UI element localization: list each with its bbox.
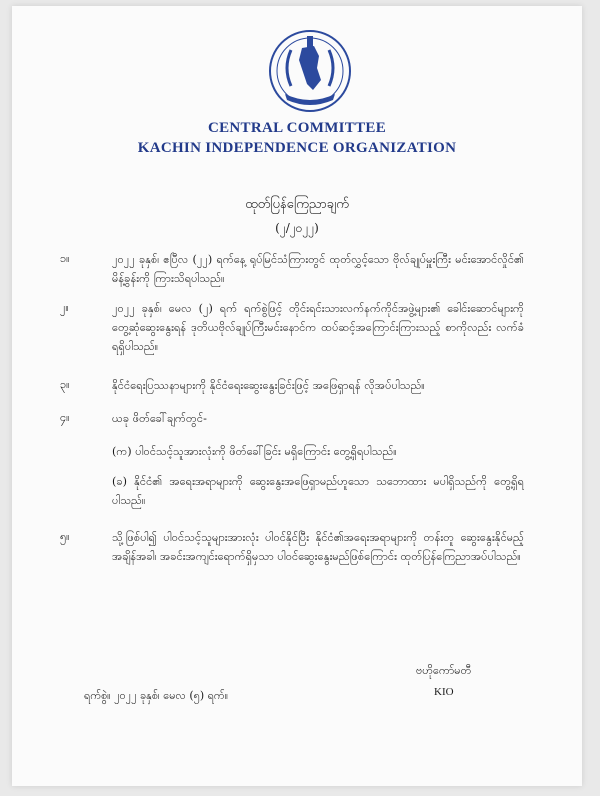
org-line-central-committee: CENTRAL COMMITTEE (207, 120, 387, 136)
paragraph-text: သို့ဖြစ်ပါ၍ ပါဝင်သင့်သူများအားလုံး ပါဝင်နိုင်ပြီး နိုင်ငံ၏အရေးအရာများကို တန်းတူ ဆွေးနွေးနိုင်မည့် အချိန်အခါ၊ အခင်းအကျင်းရောက်ရှိမှသာ ပါဝင်ဆွေးနွေးမည်ဖြစ်ကြောင်း ထုတ်ပြန်ကြေညာအပ်ပါသည်။ (112, 531, 524, 563)
paragraph-number: ၅။ (60, 530, 70, 543)
paragraph-number: ၄။ (60, 411, 70, 424)
org-line-kio-name: KACHIN INDEPENDENCE ORGANIZATION (137, 140, 457, 156)
paragraph-number: ၁။ (60, 252, 70, 265)
signatory-title: ဗဟိုကော်မတီ (416, 664, 472, 677)
paragraph-text: ၂၀၂၂ ခုနှစ်၊ မေလ (၂) ရက် ရက်စွဲဖြင့် တိုင်းရင်းသားလက်နက်ကိုင်အဖွဲ့များ၏ ခေါင်းဆောင်များကို တွေ့ဆုံဆွေးနွေးရန် ဒုတိယဗိုလ်ချုပ်ကြီးမင်းနောင်က ထပ်ဆင့်အကြောင်းကြားသည့် စာကိုလည်း လက်ခံရရှိပါသည်။ (112, 302, 524, 353)
statement-date: ရက်စွဲ။ ၂၀၂၂ ခုနှစ်၊ မေလ (၅) ရက်။ (84, 689, 229, 702)
paragraph-number: ၃။ (60, 378, 70, 391)
paragraph-text: နိုင်ငံရေးပြဿနာများကို နိုင်ငံရေးဆွေးနွေးခြင်းဖြင့် အဖြေရှာရန် လိုအပ်ပါသည်။ (112, 379, 425, 392)
sub-item-ka: (က) ပါဝင်သင့်သူအားလုံးကို ဖိတ်ခေါ်ခြင်း မရှိကြောင်း တွေ့ရှိရပါသည်။ (112, 445, 397, 458)
document-page (12, 6, 582, 786)
sub-item-kha: (ခ) နိုင်ငံ၏ အရေးအရာများကို ဆွေးနွေးအဖြေရှာမည်ဟူသော သဘောထား မပါရှိသည်ကို တွေ့ရှိရပါသည်။ (112, 475, 524, 507)
paragraph-number: ၂။ (60, 301, 69, 314)
paragraph-text: ယခု ဖိတ်ခေါ်ချက်တွင်- (112, 412, 207, 425)
signatory-org: KIO (434, 686, 454, 698)
statement-number: (၂/၂၀၂၂) (275, 221, 319, 235)
kio-emblem-logo (267, 28, 353, 114)
paragraph-text: ၂၀၂၂ ခုနှစ်၊ ဧပြီလ (၂၂) ရက်နေ့ ရုပ်မြင်သံကြားတွင် ထုတ်လွှင့်သော ဗိုလ်ချုပ်မှူးကြီး မင်းအောင်လှိုင်၏ မိန့်ခွန်းကို ကြားသိရပါသည်။ (112, 253, 524, 285)
statement-title: ထုတ်ပြန်ကြေညာချက် (245, 197, 349, 212)
